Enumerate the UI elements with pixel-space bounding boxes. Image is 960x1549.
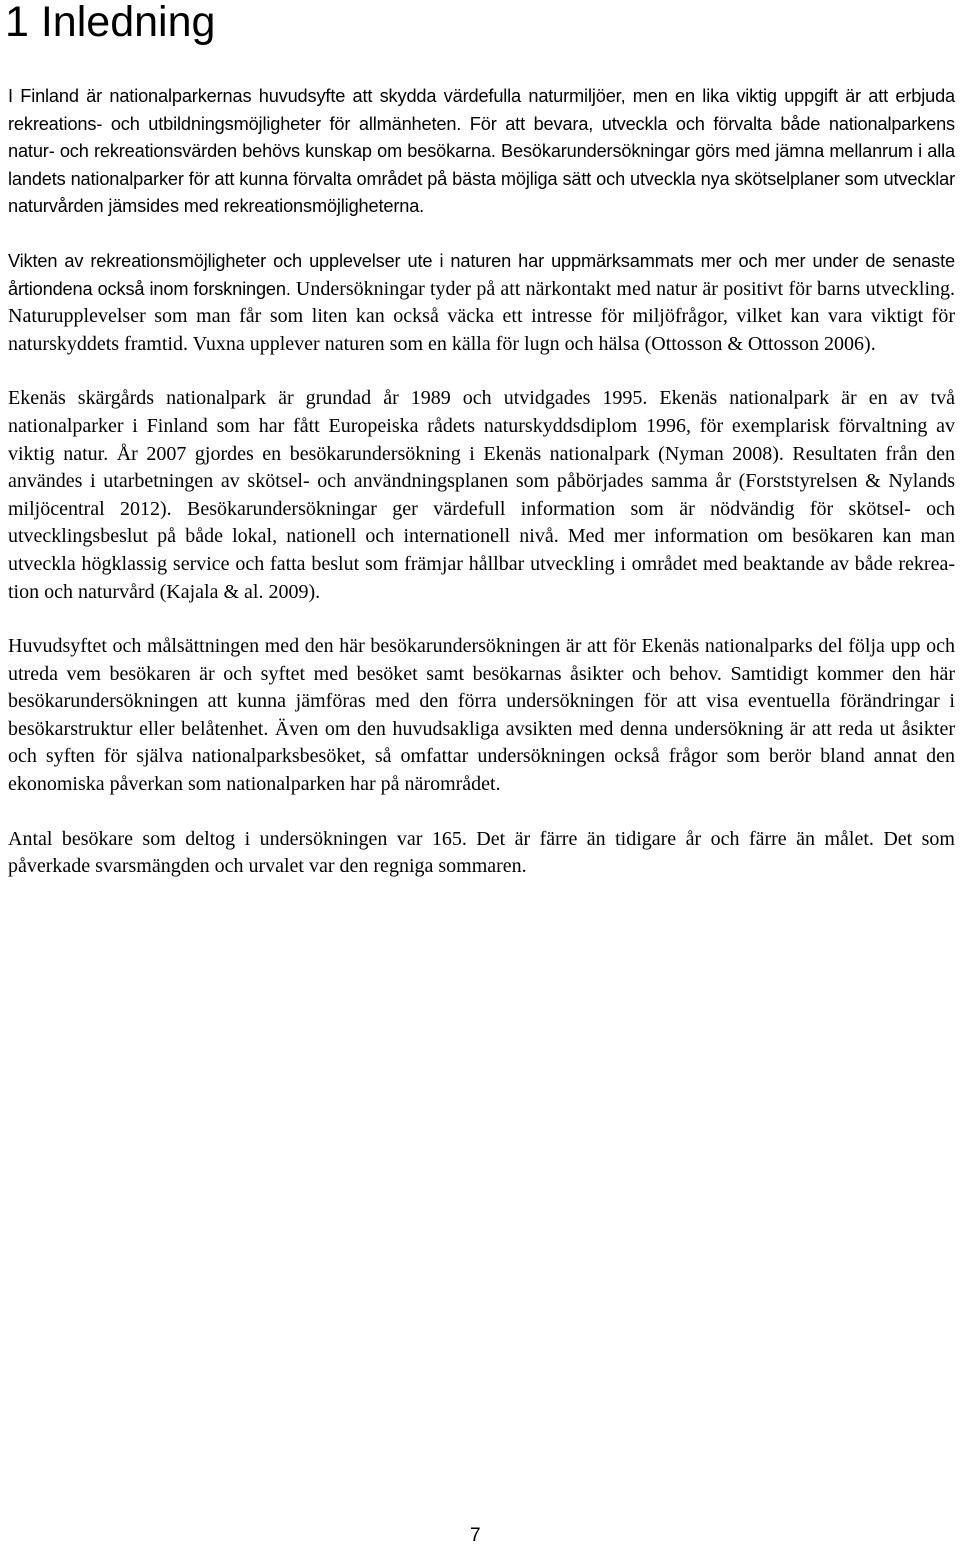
paragraph-ekenas-park: Ekenäs skärgårds nationalpark är grundad år 1989 och utvidgades 1995. Ekenäs nationalpark är en av två nationalparker i Finland som har fått Europeiska rådets naturskyddsdiplom 1996, för exemplarisk förvaltning av viktig natur. År 2007 gjordes en besökarundersökning i Ekenäs nationalpark (Nyman 2008). Resultaten från den användes i utarbetningen av skötsel- och användningsplanen som påbörjades samma år (Forststyrelsen & Nylands miljöcentral 2012). Besökarundersökningar ger värdefull information som är nödvändig för skötsel- och utvecklingsbeslut på både lokal, nationell och internationell nivå. Med mer information om besökaren kan man utveckla högklassig service och fatta beslut som främjar hållbar utveckling i området med beaktande av både rekreation och naturvård (Kajala & al. 2009). — [8, 387, 955, 603]
chapter-heading: 1 Inledning — [5, 0, 216, 46]
paragraph-recreation-part-2: Undersökningar tyder på att närkontakt med natur är positivt för barns utveckling. Naturupplevelser som man får som liten kan också väcka ett intresse för miljöfrågor, vilket kan vara viktigt för naturskyddets framtid. Vuxna upplever naturen som en källa för lugn och hälsa (Ottosson & Ottosson 2006). — [8, 277, 955, 355]
paragraph-recreation-part-1: Vikten av rekreationsmöjligheter och upplevelser ute i naturen har uppmärksammats mer och mer under de senaste årtiondena också inom forskningen. — [8, 250, 955, 299]
paragraph-purpose: Huvudsyftet och målsättningen med den här besökarundersökningen är att för Ekenäs nationalparks del följa upp och utreda vem besökaren är och syftet med besöket samt besökarnas åsikter och behov. Samtidigt kommer den här besökarundersökningen att kunna jämföras med den förra undersökningen för att visa eventuella förändringar i besökarstruktur eller belåtenhet. Även om den huvudsakliga avsikten med denna undersökning är att reda ut åsikter och syften för själva nationalparksbesöket, så omfattar undersökningen också frågor som berör bland annat den ekonomiska påverkan som nationalparken har på närområdet. — [8, 635, 955, 796]
paragraph-recreation — [8, 248, 955, 358]
paragraph-respondents: Antal besökare som deltog i undersökningen var 165. Det är färre än tidigare år och färre än målet. Det som påverkade svarsmängden och urvalet var den regniga sommaren. — [8, 827, 955, 878]
paragraph-intro: I Finland är nationalparkernas huvudsyfte att skydda värdefulla naturmiljöer, men en lika viktig uppgift är att erbjuda rekreations- och utbildningsmöjligheter för allmänheten. För att bevara, utveckla och förvalta både nationalparkens natur- och rekreationsvärden behövs kunskap om besökarna. Besökarundersökningar görs med jämna mellanrum i alla landets nationalparker för att kunna förvalta området på bästa möjliga sätt och utveckla nya skötselplaner som utvecklar naturvården jämsides med rekreationsmöjligheterna. — [8, 86, 955, 217]
body-text — [8, 83, 955, 908]
page-number: 7 — [470, 1525, 481, 1546]
